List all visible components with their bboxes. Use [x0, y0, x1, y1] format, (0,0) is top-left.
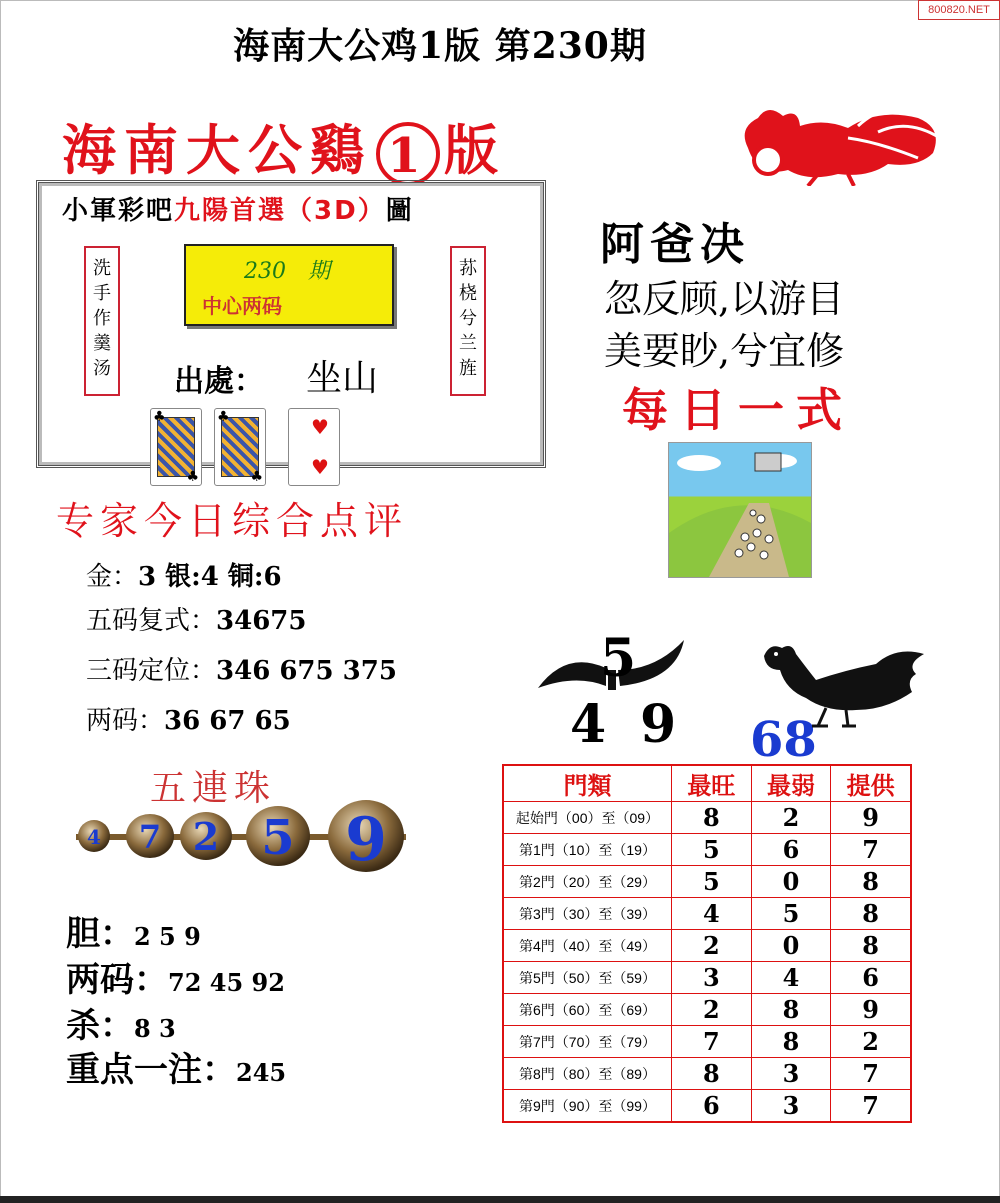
medals-label: 金：	[86, 562, 139, 592]
row-weakest: 2	[751, 802, 831, 834]
row-provide: 7	[831, 834, 911, 866]
symbol-number-left: 4	[570, 694, 607, 755]
sha-value: 8 3	[134, 1014, 176, 1043]
row-label: 第8門（80）至（89）	[503, 1058, 671, 1090]
row-provide: 9	[831, 802, 911, 834]
header-hottest: 最旺	[671, 765, 751, 802]
bead-number-3: 2	[192, 814, 220, 859]
row-label: 第7門（70）至（79）	[503, 1026, 671, 1058]
row-label: 起始門（00）至（09）	[503, 802, 671, 834]
aba-title: 阿爸决	[600, 219, 750, 270]
header-provide: 提供	[831, 765, 911, 802]
table-row	[503, 930, 911, 962]
row-label: 第9門（90）至（99）	[503, 1090, 671, 1123]
row-label: 第5門（50）至（59）	[503, 962, 671, 994]
row-weakest: 3	[751, 1058, 831, 1090]
row-weakest: 4	[751, 962, 831, 994]
expert-review-title: 专家今日综合点评	[56, 499, 409, 543]
row-weakest: 8	[751, 1026, 831, 1058]
table-row	[503, 834, 911, 866]
five-code-line	[86, 600, 306, 637]
playing-card-jack-clubs: ♣ ♣	[150, 408, 202, 486]
row-label: 第6門（60）至（69）	[503, 994, 671, 1026]
three-code-line	[86, 650, 397, 687]
bead-number-1: 4	[87, 825, 101, 849]
two-code-line	[86, 700, 291, 737]
zhongdian-line	[66, 1042, 286, 1091]
row-weakest: 0	[751, 930, 831, 962]
panel-title-end: 圖	[385, 196, 414, 226]
bead-number-5: 9	[345, 805, 387, 875]
center-two-code-label: 中心两码	[202, 294, 282, 318]
daily-title: 每日一式	[622, 383, 854, 437]
row-hottest: 7	[671, 1026, 751, 1058]
dan-line	[66, 906, 201, 955]
row-provide: 7	[831, 1058, 911, 1090]
watermark: 800820.NET	[918, 0, 1000, 20]
poem-line-1: 忽反顾,以游目	[604, 277, 845, 321]
row-provide: 9	[831, 994, 911, 1026]
bead-number-4: 5	[261, 810, 295, 866]
sha-label: 杀：	[66, 1006, 134, 1046]
zhongdian-label: 重点一注：	[66, 1050, 236, 1090]
five-code-value: 34675	[216, 606, 307, 636]
source-label: 出處：	[174, 364, 264, 399]
table-row	[503, 802, 911, 834]
row-weakest: 3	[751, 1090, 831, 1123]
medals-line	[86, 556, 282, 593]
row-provide: 7	[831, 1090, 911, 1123]
five-link-title: 五連珠	[150, 768, 277, 809]
row-hottest: 2	[671, 930, 751, 962]
big-title-circle: 1	[376, 122, 440, 186]
row-provide: 6	[831, 962, 911, 994]
red-rooster-icon	[728, 98, 948, 186]
3d-panel-title	[62, 190, 414, 227]
row-label: 第2門（20）至（29）	[503, 866, 671, 898]
left-vertical-text: 洗手作羹汤	[84, 246, 120, 396]
table-row	[503, 1026, 911, 1058]
row-label: 第1門（10）至（19）	[503, 834, 671, 866]
row-weakest: 0	[751, 866, 831, 898]
table-header-row	[503, 765, 911, 802]
symbol-number-top: 5	[600, 628, 637, 689]
row-hottest: 4	[671, 898, 751, 930]
row-provide: 8	[831, 930, 911, 962]
row-provide: 2	[831, 1026, 911, 1058]
three-code-label: 三码定位：	[86, 656, 217, 686]
door-table	[502, 764, 912, 1123]
liangma-value: 72 45 92	[168, 968, 285, 997]
row-provide: 8	[831, 898, 911, 930]
cartoon-hill-picture	[668, 442, 812, 578]
five-code-label: 五码复式：	[86, 606, 217, 636]
row-hottest: 6	[671, 1090, 751, 1123]
row-weakest: 8	[751, 994, 831, 1026]
liangma-label: 两码：	[66, 960, 168, 1000]
poem-line-2: 美要眇,兮宜修	[604, 329, 845, 373]
panel-title-red: 九陽首選（3D）	[174, 196, 386, 226]
beads-string	[76, 798, 406, 878]
dan-value: 2 5 9	[134, 922, 201, 951]
row-hottest: 2	[671, 994, 751, 1026]
table-row	[503, 962, 911, 994]
source-value: 坐山	[306, 358, 379, 399]
zhongdian-value: 245	[236, 1058, 287, 1087]
row-hottest: 5	[671, 834, 751, 866]
table-row	[503, 866, 911, 898]
big-title-right: 版	[444, 119, 506, 182]
two-code-label: 两码：	[86, 706, 165, 736]
table-row	[503, 898, 911, 930]
right-vertical-text: 荪桡兮兰旌	[450, 246, 486, 396]
page-title: 海南大公鸡1版 第230期	[233, 25, 647, 67]
issue-number: 230 期	[244, 259, 330, 284]
row-label: 第3門（30）至（39）	[503, 898, 671, 930]
liangma-line	[66, 952, 285, 1001]
row-hottest: 8	[671, 802, 751, 834]
three-code-value: 346 675 375	[216, 656, 397, 686]
two-code-value: 36 67 65	[164, 706, 291, 736]
bottom-bar	[0, 1196, 1000, 1203]
table-row	[503, 1058, 911, 1090]
medals-value: 3 银:4 铜:6	[138, 562, 282, 592]
blue-number: 68	[750, 712, 817, 768]
sha-line	[66, 998, 176, 1047]
playing-card-two-hearts: ♥ ♥	[288, 408, 340, 486]
header-category: 門類	[503, 765, 671, 802]
table-row	[503, 1090, 911, 1123]
row-weakest: 5	[751, 898, 831, 930]
bead-number-2: 7	[138, 818, 162, 856]
black-rooster-icon	[756, 640, 928, 730]
panel-title-black: 小軍彩吧	[62, 196, 175, 226]
row-label: 第4門（40）至（49）	[503, 930, 671, 962]
table-row	[503, 994, 911, 1026]
header-weakest: 最弱	[751, 765, 831, 802]
row-hottest: 3	[671, 962, 751, 994]
big-red-title	[62, 108, 506, 186]
row-provide: 8	[831, 866, 911, 898]
symbol-number-right: 9	[640, 694, 677, 755]
big-title-left: 海南大公鷄	[62, 119, 372, 182]
row-hottest: 5	[671, 866, 751, 898]
row-weakest: 6	[751, 834, 831, 866]
playing-card-jack-clubs: ♣ ♣	[214, 408, 266, 486]
dan-label: 胆：	[66, 914, 134, 954]
row-hottest: 8	[671, 1058, 751, 1090]
